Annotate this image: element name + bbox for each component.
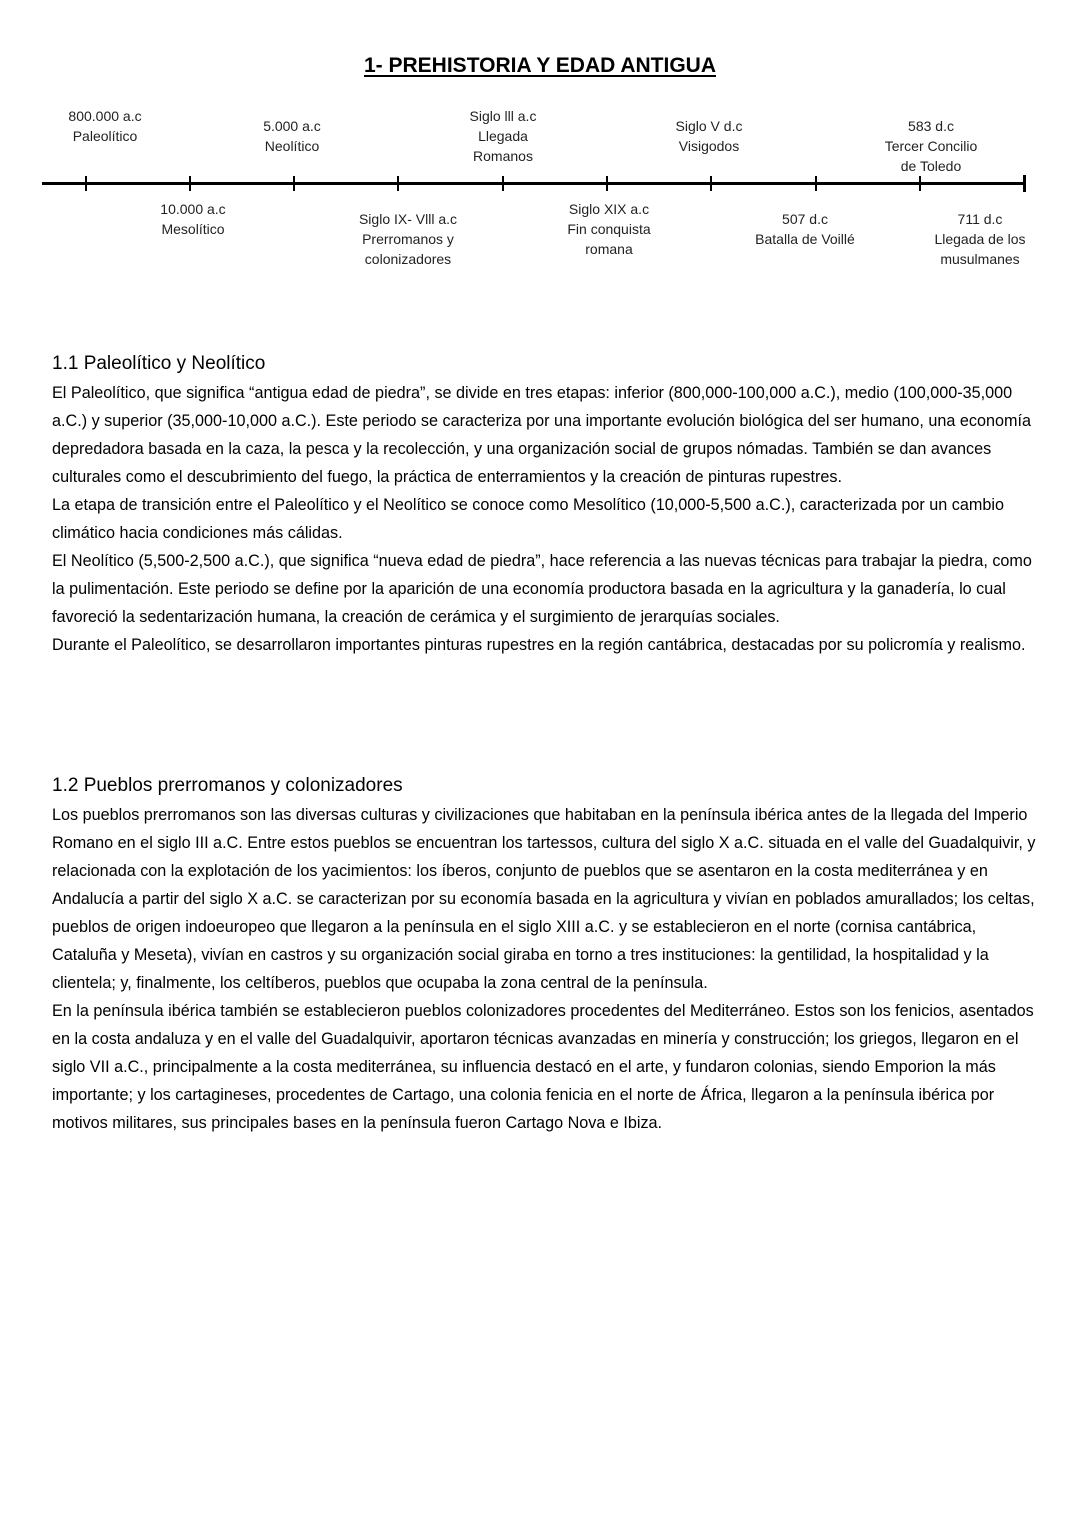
event-date: Siglo V d.c — [675, 118, 743, 134]
paragraph: En la península ibérica también se establecieron pueblos colonizadores procedentes del Mediterráneo. Estos son los fenicios, asentados en la costa andaluza y en el valle del Guadalquivir, aportaron técnicas avanzadas en minería y construcción; los griegos, llegaron en el siglo VII a.C., principalmente a la costa mediterránea, su influencia destacó en el arte, y fundaron colonias, siendo Emporion la más importante; y los cartagineses, procedentes de Cartago, una colonia fenicia en el norte de África, llegaron a la península ibérica por motivos militares, sus principales bases en la península fueron Cartago Nova e Ibiza. — [52, 1002, 1034, 1132]
event-date: 800.000 a.c — [68, 108, 142, 124]
timeline-tick — [710, 176, 712, 191]
event-date: 5.000 a.c — [263, 118, 321, 134]
event-date: Siglo IX- Vlll a.c — [358, 211, 458, 227]
event-label: Llegada de los — [934, 231, 1026, 247]
event-label: Romanos — [473, 148, 533, 164]
timeline-event-voille — [720, 209, 890, 249]
timeline-event-fin-conquista — [524, 199, 694, 259]
event-label: musulmanes — [940, 251, 1020, 267]
timeline-event-neolitico — [207, 116, 377, 156]
event-date: Siglo XIX a.c — [568, 201, 650, 217]
event-date: 507 d.c — [782, 211, 828, 227]
timeline-event-prerromanos — [323, 209, 493, 269]
event-label: Visigodos — [678, 138, 740, 154]
timeline-tick — [502, 176, 504, 191]
event-label: Paleolítico — [72, 128, 138, 144]
timeline-end-marker — [1023, 175, 1026, 192]
event-label: Prerromanos y — [362, 231, 454, 247]
event-label: de Toledo — [900, 158, 962, 174]
timeline-event-concilio — [846, 116, 1016, 176]
event-label: colonizadores — [364, 251, 452, 267]
event-label: Neolítico — [264, 138, 320, 154]
section-heading: 1.2 Pueblos prerromanos y colonizadores — [52, 775, 403, 796]
paragraph: La etapa de transición entre el Paleolítico y el Neolítico se conoce como Mesolítico (10,000-5,500 a.C.), caracterizada por un cambio climático hacia condiciones más cálidas. — [52, 496, 1004, 542]
event-label: romana — [585, 241, 633, 257]
event-label: Fin conquista — [567, 221, 651, 237]
event-date: 711 d.c — [957, 211, 1003, 227]
paragraph: Durante el Paleolítico, se desarrollaron importantes pinturas rupestres en la región cantábrica, destacadas por su policromía y realismo. — [52, 636, 1026, 654]
event-label: Mesolítico — [161, 221, 225, 237]
timeline-tick — [189, 176, 191, 191]
paragraph: El Neolítico (5,500-2,500 a.C.), que significa “nueva edad de piedra”, hace referencia a las nuevas técnicas para trabajar la piedra, como la pulimentación. Este periodo se define por la aparición de una economía productora basada en la agricultura y la ganadería, lo cual favoreció la sedentarización humana, la creación de cerámica y el surgimiento de jerarquías sociales. — [52, 552, 1032, 626]
event-date: 583 d.c — [908, 118, 954, 134]
timeline-event-musulmanes — [895, 209, 1065, 269]
page-title: 1- PREHISTORIA Y EDAD ANTIGUA — [364, 54, 716, 77]
event-date: Siglo lll a.c — [469, 108, 537, 124]
timeline-tick — [919, 176, 921, 191]
timeline-tick — [85, 176, 87, 191]
timeline — [0, 0, 1080, 300]
timeline-event-visigodos — [624, 116, 794, 156]
timeline-tick — [815, 176, 817, 191]
section-pueblos-prerromanos — [52, 772, 1042, 1137]
section-paleolitico-neolitico — [52, 350, 1042, 659]
timeline-tick — [293, 176, 295, 191]
paragraph: Los pueblos prerromanos son las diversas culturas y civilizaciones que habitaban en la península ibérica antes de la llegada del Imperio Romano en el siglo III a.C. Entre estos pueblos se encuentran los tartessos, cultura del siglo X a.C. situada en el valle del Guadalquivir, y relacionada con la explotación de los yacimientos: los íberos, conjunto de pueblos que se asentaron en la costa mediterránea y en Andalucía a partir del siglo X a.C. se caracterizan por su economía basada en la agricultura y vivían en poblados amurallados; los celtas, pueblos de origen indoeuropeo que llegaron a la península en el siglo XIII a.C. y se establecieron en el norte (cornisa cantábrica, Cataluña y Meseta), vivían en castros y su organización social giraba en torno a tres instituciones: la gentilidad, la hospitalidad y la clientela; y, finalmente, los celtíberos, pueblos que ocupaba la zona central de la península. — [52, 806, 1036, 992]
timeline-event-romanos — [418, 106, 588, 166]
timeline-event-mesolitico — [108, 199, 278, 239]
section-heading: 1.1 Paleolítico y Neolítico — [52, 353, 266, 374]
timeline-tick — [397, 176, 399, 191]
paragraph: El Paleolítico, que significa “antigua edad de piedra”, se divide en tres etapas: inferior (800,000-100,000 a.C.), medio (100,000-35,000 a.C.) y superior (35,000-10,000 a.C.). Este periodo se caracteriza por una importante evolución biológica del ser humano, una economía depredadora basada en la caza, la pesca y la recolección, y una organización social de grupos nómadas. También se dan avances culturales como el descubrimiento del fuego, la práctica de enterramientos y la creación de pinturas rupestres. — [52, 384, 1031, 486]
timeline-tick — [606, 176, 608, 191]
timeline-event-paleolitico — [20, 106, 190, 146]
event-date: 10.000 a.c — [160, 201, 226, 217]
event-label: Llegada — [478, 128, 528, 144]
event-label: Tercer Concilio — [884, 138, 978, 154]
event-label: Batalla de Voillé — [755, 231, 855, 247]
